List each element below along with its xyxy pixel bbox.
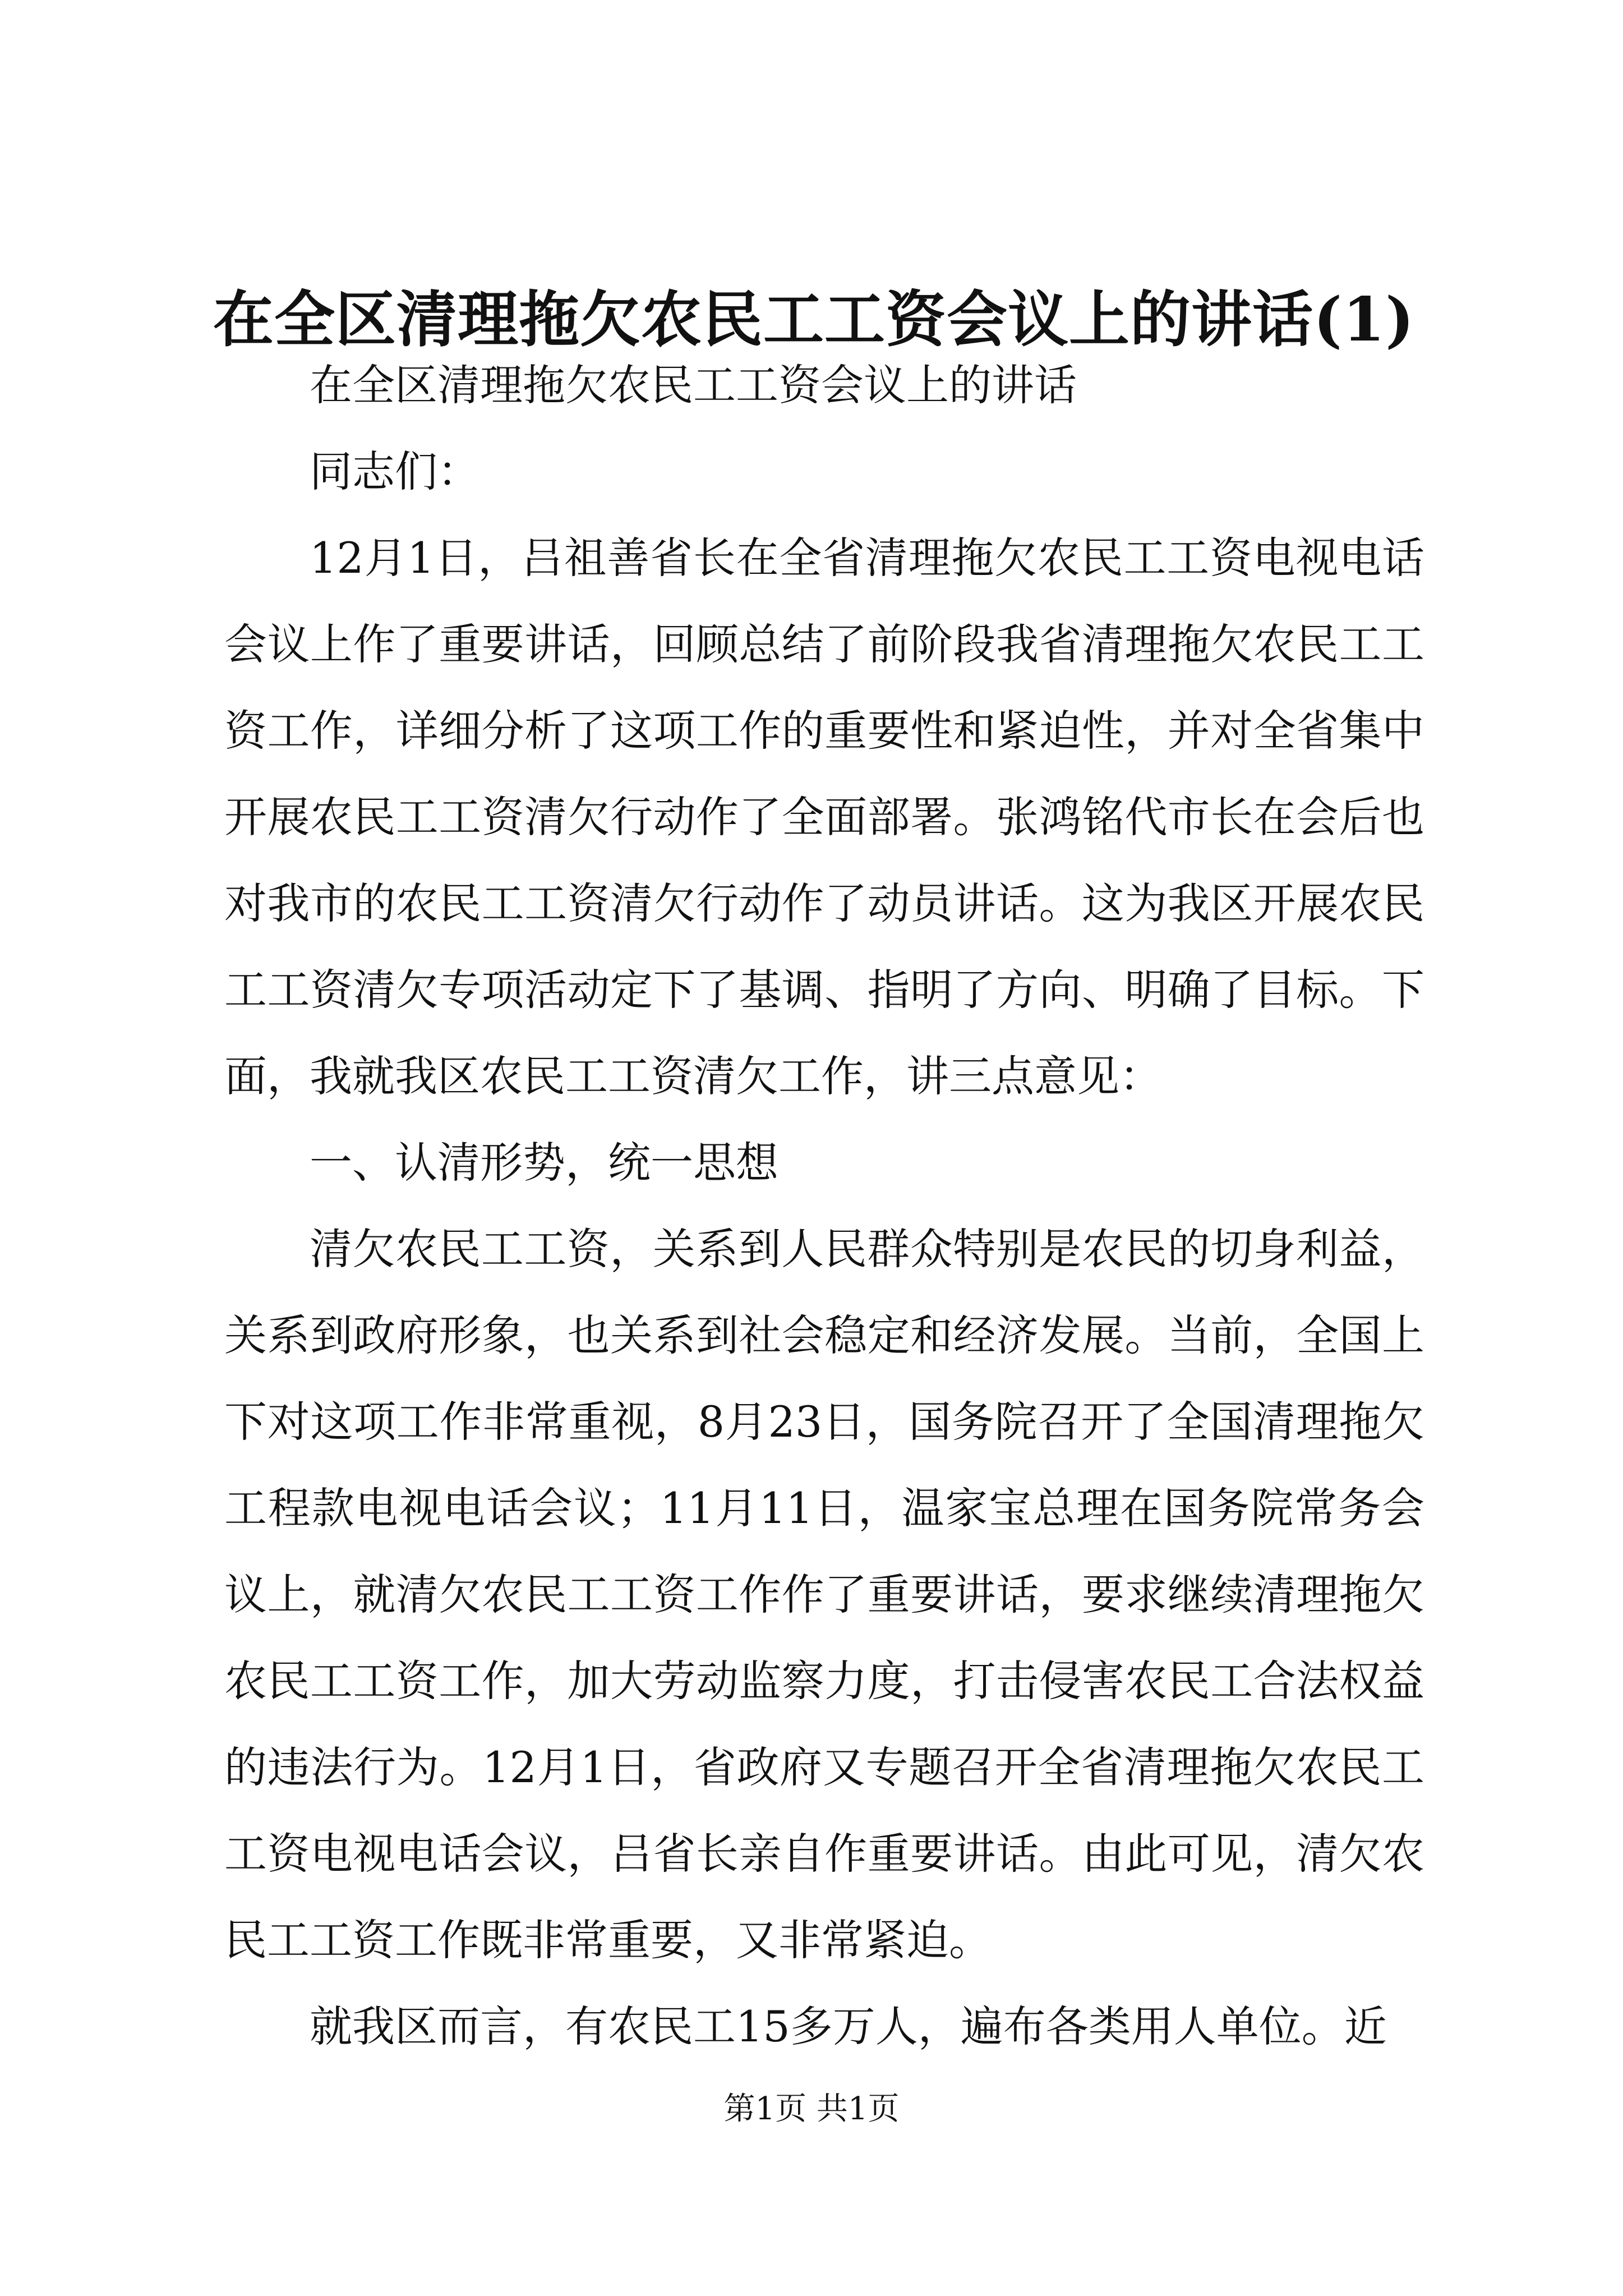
body-paragraph: 就我区而言，有农民工15多万人，遍布各类用人单位。近 — [310, 2001, 1387, 2051]
section-heading: 一、认清形势，统一思想 — [310, 1138, 778, 1188]
body-paragraph: 清欠农民工工资，关系到人民群众特别是农民的切身利益，关系到政府形象，也关系到社会稳定和经济发展。当前，全国上下对这项工作非常重视，8月23日，国务院召开了全国清理拖欠工程款电视电话会议；11月11日，温家宝总理在国务院常务会议上，就清欠农民工工资工作作了重要讲话，要求继续清理拖欠农民工工资工作，加大劳动监察力度，打击侵害农民工合法权益的违法行为。12月1日，省政府又专题召开全省清理拖欠农民工工资电视电话会议，吕省长亲自作重要讲话。由此可见，清欠农民工工资工作既非常重要，又非常紧迫。 — [224, 1224, 1424, 1965]
salutation-paragraph: 同志们： — [310, 447, 480, 496]
subtitle-paragraph: 在全区清理拖欠农民工工资会议上的讲话 — [310, 360, 1077, 410]
body-paragraph: 12月1日，吕祖善省长在全省清理拖欠农民工工资电视电话会议上作了重要讲话，回顾总结了前阶段我省清理拖欠农民工工资工作，详细分析了这项工作的重要性和紧迫性，并对全省集中开展农民工工资清欠行动作了全面部署。张鸿铭代市长在会后也对我市的农民工工资清欠行动作了动员讲话。这为我区开展农民工工资清欠专项活动定下了基调、指明了方向、明确了目标。下面，我就我区农民工工资清欠工作，讲三点意见： — [224, 533, 1424, 1101]
document-title: 在全区清理拖欠农民工工资会议上的讲话(1) — [213, 284, 1415, 355]
document-body — [224, 342, 1424, 2070]
page-footer: 第1页 共1页 — [723, 2091, 900, 2127]
